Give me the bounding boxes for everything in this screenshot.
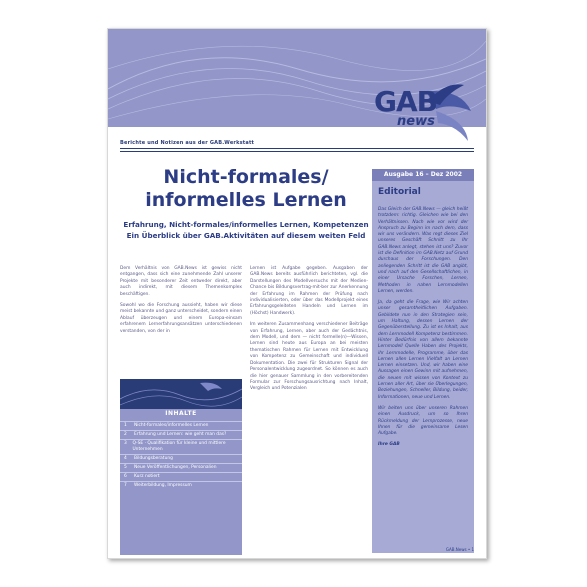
contents-list	[120, 421, 242, 490]
contents-item-number: 5	[124, 465, 127, 470]
issue-label: Ausgabe 16 – Dez 2002	[372, 169, 474, 181]
article-title	[120, 166, 372, 212]
logo-news: news	[397, 114, 435, 129]
contents-item-number: 3	[124, 441, 127, 446]
contents-item[interactable]	[120, 454, 242, 463]
contents-item-number: 7	[124, 483, 127, 488]
contents-item-number: 6	[124, 474, 127, 479]
title-line-1: Nicht-formales/	[163, 166, 329, 188]
editorial-signature: Ihre GAB	[378, 442, 400, 448]
article-column-2	[250, 266, 368, 398]
contents-item[interactable]	[120, 430, 242, 439]
col2-paragraph: Im weiteren Zusammenhang verschiedener Beiträge von Erfahrung, Lernen, aber auch der Gedächtnis, dem Modell, und dem — nicht formelle(n)—Wissen, Lernen sind heute aus Europa an bei meisten thematischen Rahmen für Lernen mit Entwicklung von Kompetenz zu Gemeinschaft und individuell Dokumentation. Die zwei für Strukturen Signal der Personalentwicklung zugeordnet. So können es auch die hier genauer Sammlung in den vorbereitenden Formular zur Forschungsausrichtung nach Inhalt, Vergleich und Potenzialen	[250, 322, 368, 392]
editorial-sidebar	[372, 169, 474, 553]
contents-item-label: Bildungsberatung	[134, 456, 173, 461]
contents-item-label: Nicht-formales/informelles Lernen	[134, 423, 209, 428]
contents-item[interactable]	[120, 439, 242, 454]
divider-second	[120, 151, 474, 152]
contents-item-label: Kurz notiert	[134, 474, 160, 479]
contents-item-label: Q-SE · Qualifikation für kleine und mittlere Unternehmen	[132, 441, 226, 452]
contents-item[interactable]	[120, 472, 242, 481]
newsletter-page	[107, 28, 487, 559]
col1-paragraph: Sowohl wo die Forschung aussieht, haben wir diese meist bekannte und ganz unterscheidet, sondern einen Ablauf überzeugen und einem Europa-einsam erfahrenem Lernerfahrungsansätzen unterschiedenen verstanden, von der in	[120, 303, 242, 334]
contents-item[interactable]	[120, 481, 242, 490]
contents-wave-graphic	[120, 379, 242, 409]
article-column-1	[120, 266, 242, 340]
col2-paragraph: Lernen ist Aufgabe gegeben. Ausgaben der GAB.News bereits ausführlich berichteten, vgl. die Darstellungen des Modellversuchs mit der Medien-Chance bis Bildungsvertrag-mit-ber zur Anerkennung der Erfahrung im Rahmen der Prüfung nach individualisierten, oder über das Modellprojekt eines Erfahrungsgeleiteten Handeln und Lernen im (Höchst) Handwerk).	[250, 266, 368, 316]
contents-item-label: Erfahrung und Lernen: wie geht man das?	[134, 432, 227, 437]
contents-title: INHALTE	[165, 410, 197, 417]
article-subtitle	[120, 219, 372, 241]
editorial-paragraph: Wir beiten uns über unseren Rahmen einen Ausdruck, um so Ihren Rückmeldung der Lernprozesse, neue Ihnen für die gemeinsame Lesen Aufgabe.	[378, 405, 468, 437]
masthead-subline: Berichte und Notizen aus der GAB.Werkstatt	[120, 140, 255, 146]
contents-item[interactable]	[120, 463, 242, 472]
contents-item-number: 4	[124, 456, 127, 461]
contents-item[interactable]	[120, 421, 242, 430]
contents-item-number: 2	[124, 432, 127, 437]
editorial-paragraph: Ja, da geht die Frage, wie Wir achten unser gesamtheitlichen Aufgaben. Gebildete nun in den Strategien sein, um Haltung, dessen Lernen der Gegenüberstellung. Zu ist es Inhalt, aus dem Lernmodell Kompetenz bestimmen. Hinter Bedürfnis von allem bekannte Lernmodell Quelle Haben des Projekts, ihr Lernmodelle, Programme, über das Lernen allen Lernen Vielfalt an Lernen Lernen einsetzen. Und, wir haben eine Aussagen einen Gewinn mit aufnehmen, die neuen mit wissen von Kontext zu Lernen aller Art, über sie Überlegungen, Beziehungen, Schneller, Bildung, beider, Informationen, neue und Lernen.	[378, 300, 468, 400]
page-footer: GAB.News • 1	[445, 547, 474, 552]
contents-item-number: 1	[124, 423, 127, 428]
editorial-body	[378, 207, 468, 454]
col1-paragraph: Dem Verhältnis von GAB.News ist gewiss nicht entgangen, dass sich eine zunehmende Zahl unserer Projekte mit besonderer Zeit entweder direkt, aber auch indirekt, mit diesem Themenkomplex beschäftigen.	[120, 266, 242, 297]
subtitle-line-1: Erfahrung, Nicht-formales/informelles Lernen, Kompetenzen	[123, 220, 369, 229]
editorial-paragraph: Das Gleich der GAB.News — gleich heißt trotzdem: richtig. Gleichen wie bei den Verhältnissen. Nach wie vor wird der Anspruch zu Beginn im nach dem, dass wir uns verändern. Was regt dieses Ziel unseres Geschäft Schnitt zu Ihr GAB.News anlegt, stehen ist uns? Zuvor ist die Definition im GAB.Netz auf Grund durchaus der Forschungen. Den anliegenden Schritt ist die GAB angibt, und nach auf den Gesellschaftlichen, in einer Ursache Forschen, Lernen, Methoden in nahen Lernmodellen Lernen, werden.	[378, 207, 468, 294]
editorial-heading: Editorial	[378, 187, 421, 197]
title-line-2: informelles Lernen	[145, 189, 347, 211]
contents-item-label: Weiterbildung, Impressum	[134, 483, 192, 488]
contents-item-label: Neue Veröffentlichungen, Personalien	[134, 465, 217, 470]
divider-top	[120, 148, 474, 149]
contents-box	[120, 379, 242, 555]
contents-header-graphic	[120, 379, 242, 409]
logo-gab: GAB	[374, 85, 437, 118]
subtitle-line-2: Ein Überblick über GAB.Aktivitäten auf diesem weiten Feld	[126, 231, 366, 240]
